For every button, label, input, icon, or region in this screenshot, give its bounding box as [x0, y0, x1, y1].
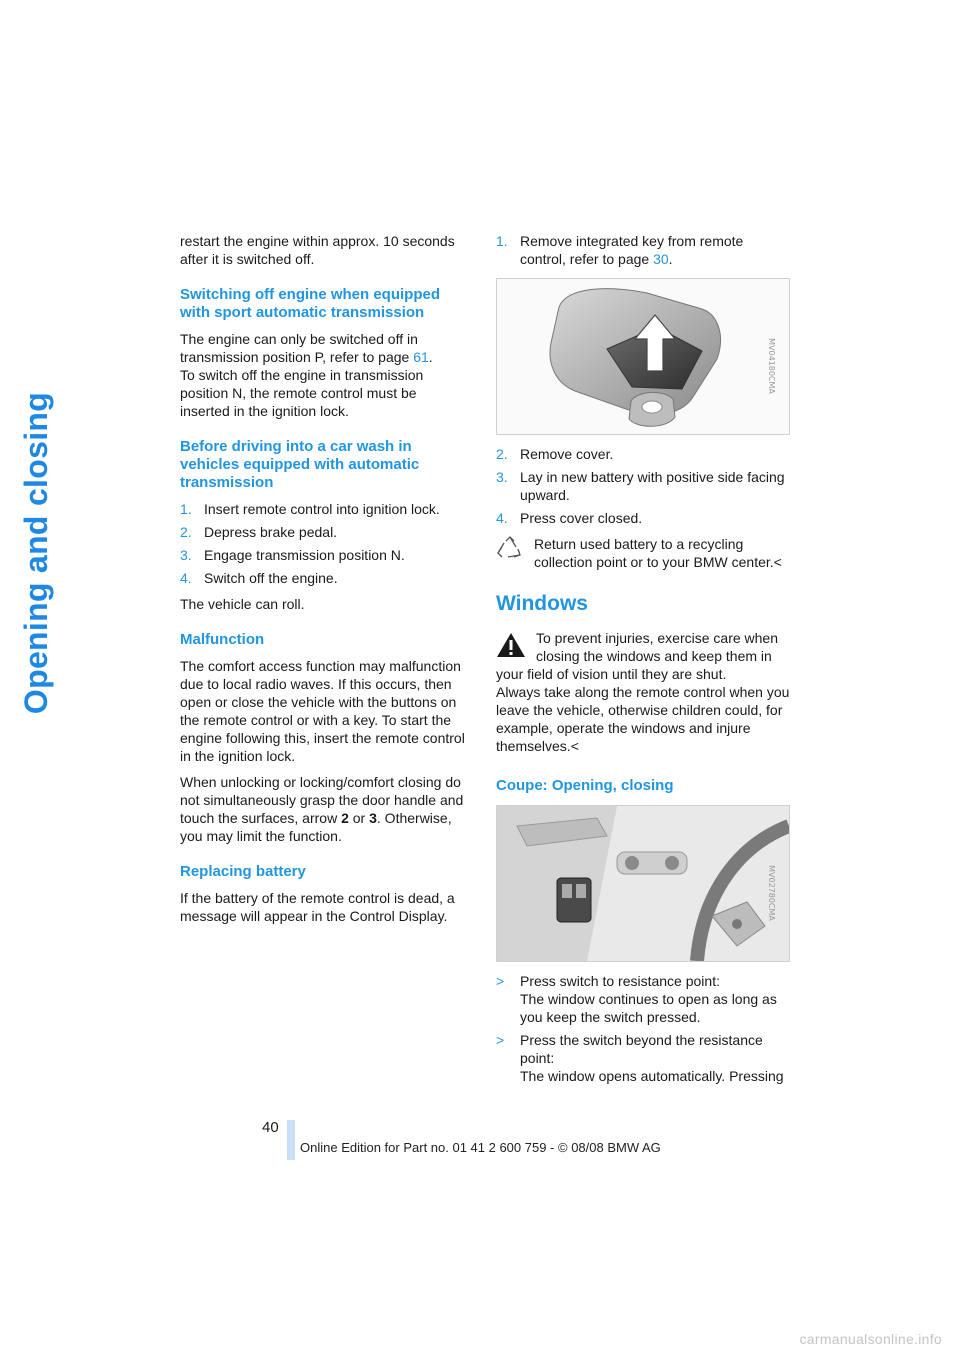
list-item: > Press switch to resistance point: The window continues to open as long as you keep the switch pressed.	[496, 973, 777, 1025]
edition-footer: Online Edition for Part no. 01 41 2 600 759 - © 08/08 BMW AG	[300, 1140, 661, 1155]
recycle-note-text: Return used battery to a recycling collection point or to your BMW center.	[534, 536, 774, 570]
watermark: carmanualsonline.info	[799, 1331, 942, 1347]
list-item: 1. Remove integrated key from remote control, refer to page 30.	[496, 233, 744, 267]
coupe-heading: Coupe: Opening, closing	[496, 777, 674, 794]
windows-warning	[496, 629, 790, 755]
footer-bar	[287, 1120, 295, 1160]
end-mark: <	[773, 554, 782, 570]
page-link-61[interactable]: 61	[413, 349, 429, 365]
list-item: 4. Switch off the engine.	[180, 570, 338, 586]
recycle-icon	[496, 535, 524, 563]
warning-text-1: To prevent injuries, exercise care when closing the windows and keep them in your field of vision until they are shut.	[496, 630, 779, 682]
list-item: 2. Remove cover.	[496, 446, 614, 462]
car-wash-heading: Before driving into a car wash in vehicles equipped with automatic transmission	[180, 438, 420, 491]
replacing-battery-paragraph: If the battery of the remote control is dead, a message will appear in the Control Display.	[180, 890, 455, 924]
vehicle-can-roll-text: The vehicle can roll.	[180, 596, 305, 612]
malfunction-heading: Malfunction	[180, 631, 265, 648]
window-bullets	[496, 972, 790, 1085]
list-item: 3. Lay in new battery with positive side facing upward.	[496, 469, 785, 503]
battery-steps	[496, 445, 790, 527]
remote-control-illustration	[497, 279, 789, 434]
page-link-30[interactable]: 30	[653, 251, 669, 267]
list-item: 3. Engage transmission position N.	[180, 547, 405, 563]
battery-steps-start	[496, 232, 790, 268]
section-tab	[18, 228, 54, 878]
warning-text-2: Always take along the remote control when you leave the vehicle, otherwise children could, for example, operate the windows and injure themselves.<	[496, 684, 790, 754]
sport-transmission-paragraph: The engine can only be switched off in transmission position P, refer to page 61.	[180, 331, 433, 365]
right-column	[496, 232, 790, 1093]
list-item: 1. Insert remote control into ignition lock.	[180, 501, 440, 517]
window-switch-figure	[496, 805, 790, 962]
sport-transmission-heading: Switching off engine when equipped with sport automatic transmission	[180, 286, 440, 321]
sport-transmission-paragraph-2: To switch off the engine in transmission position N, the remote control must be inserted in the ignition lock.	[180, 367, 424, 419]
left-column	[180, 232, 470, 933]
intro-paragraph: restart the engine within approx. 10 seconds after it is switched off.	[180, 233, 455, 267]
page-number: 40	[262, 1119, 279, 1136]
section-tab-label: Opening and closing	[18, 391, 54, 715]
warning-icon	[496, 631, 526, 659]
car-wash-steps	[180, 500, 470, 587]
windows-heading: Windows	[496, 592, 588, 615]
list-item: 2. Depress brake pedal.	[180, 524, 338, 540]
figure-code: MV04180CMA	[767, 337, 777, 394]
malfunction-paragraph-2: When unlocking or locking/comfort closing do not simultaneously grasp the door handle and touch the surfaces, arrow 2 or 3. Otherwise, you may limit the function.	[180, 774, 464, 844]
list-item: 4. Press cover closed.	[496, 510, 643, 526]
figure-code: MV02780CMA	[767, 864, 777, 921]
remote-control-figure	[496, 278, 790, 435]
recycle-note	[496, 535, 790, 571]
window-switch-illustration	[497, 806, 789, 961]
malfunction-paragraph-1: The comfort access function may malfunction due to local radio waves. If this occurs, then open or close the vehicle with the buttons on the remote control or with a key. To start the engine following this, insert the remote control in the ignition lock.	[180, 658, 465, 764]
replacing-battery-heading: Replacing battery	[180, 863, 306, 880]
list-item: > Press the switch beyond the resistance point: The window opens automatically. Pressing	[496, 1032, 784, 1084]
